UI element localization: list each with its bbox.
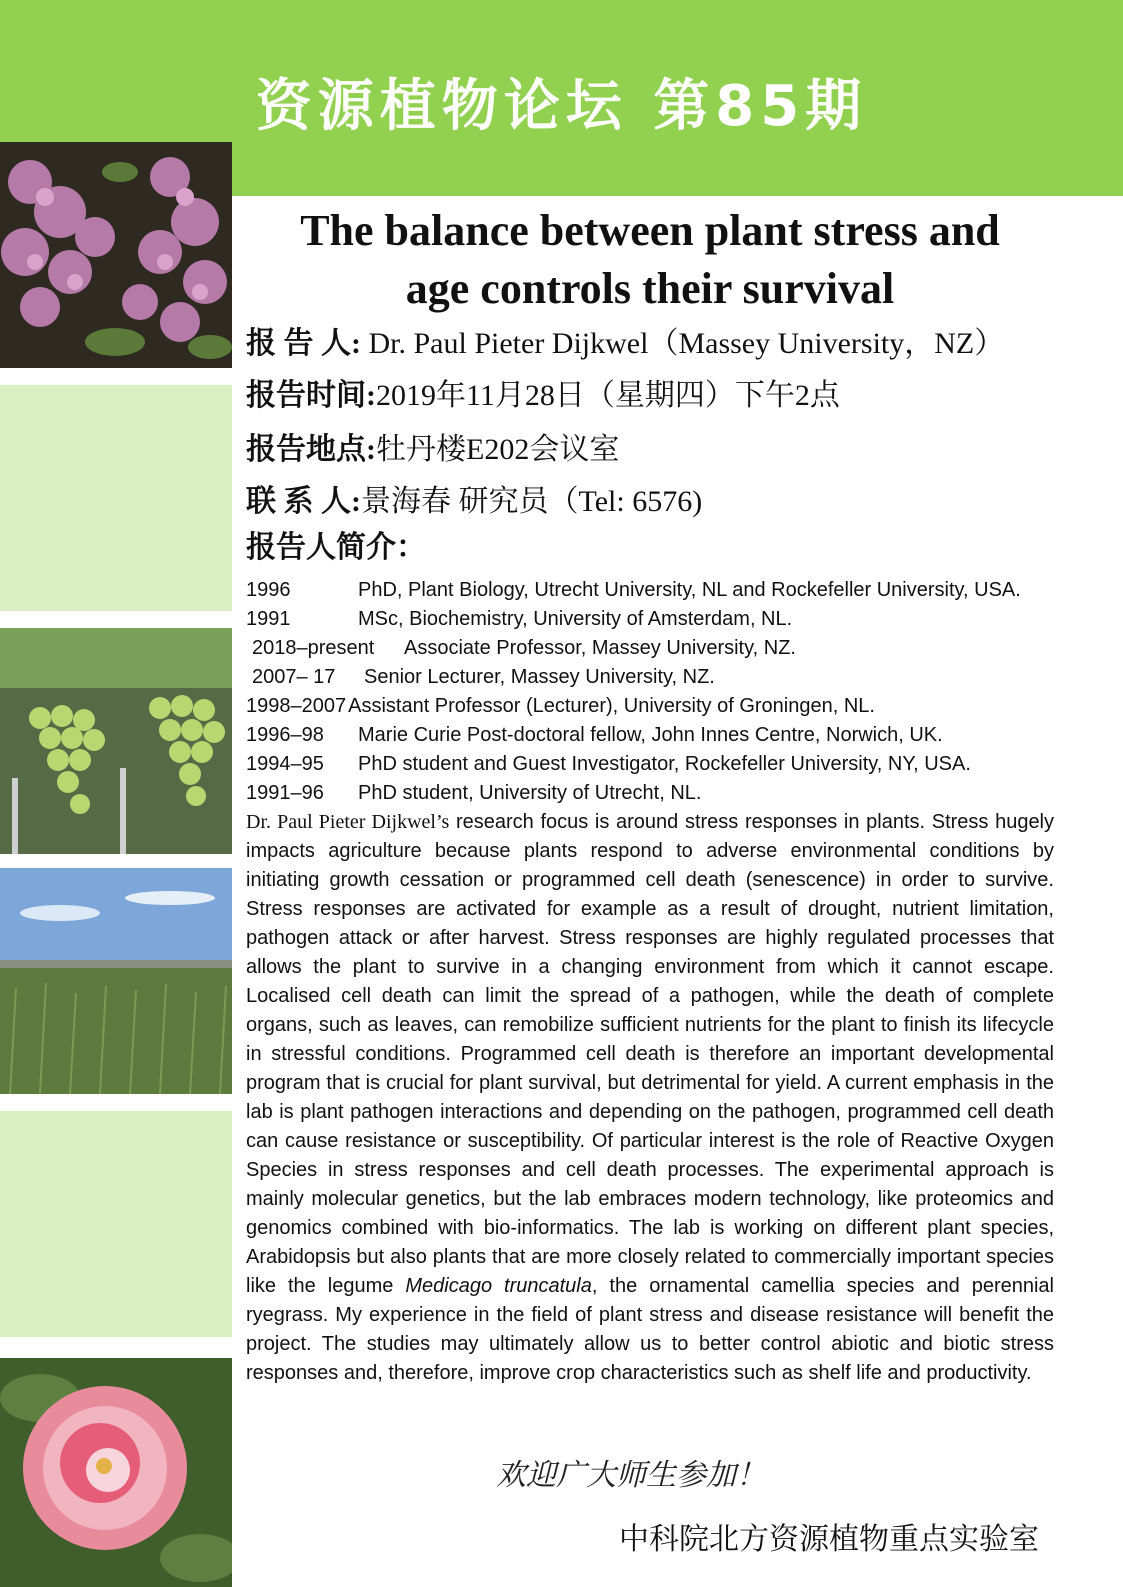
grassland-photo <box>0 868 232 1094</box>
bio-heading: 报告人简介： <box>246 531 426 564</box>
cv-text: Assistant Professor (Lecturer), University of Groningen, NL. <box>348 695 875 717</box>
bio-text-a: research focus is around stress responses in plants. Stress hugely impacts agriculture because plants respond to adverse environmental conditions by initiating growth cessation or programmed cell death (senescence) in order to survive. Stress responses are activated for example as a result of drought, nutrient limitation, pathogen attack or after harvest. Stress responses are highly regulated processes that allows the plant to survive in a changing environment from which it cannot escape. Localised cell death can limit the spread of a pathogen, while the death of complete organs, such as leaves, can remobilize sufficient nutrients for the plant to finish its lifecycle in stressful conditions. Programmed cell death is therefore an important developmental program that is crucial for plant survival, but detrimental for yield. A current emphasis in the lab is plant pathogen interactions and depending on the pathogen, programmed cell death can cause resistance or susceptibility. Of particular interest is the role of Reactive Oxygen Species in stress responses and cell death processes. The experimental approach is mainly molecular genetics, but the lab embraces modern technology, like proteomics and genomics combined with bio-informatics. The lab is working on different plant species, Arabidopsis but also plants that are more closely related to commercially important species like the legume <box>246 811 1055 1297</box>
place-row <box>246 432 1054 468</box>
cv-text: MSc, Biochemistry, University of Amsterdam, NL. <box>358 608 793 630</box>
peony-photo <box>0 1358 232 1587</box>
bio-text-b: , the ornamental camellia species and perennial ryegrass. My experience in the field of plant stress and disease resistance will benefit the project. The studies may ultimately allow us to better control abiotic and biotic stress responses and, therefore, improve crop characteristics such as shelf life and productivity. <box>246 1275 1054 1384</box>
bio-species: Medicago truncatula <box>405 1275 592 1297</box>
forum-title: 资源植物论坛 第85期 <box>255 74 868 139</box>
time-row <box>246 378 1054 414</box>
bio-paragraph <box>246 808 1054 1388</box>
cv-year: 2007– 17 <box>252 666 336 688</box>
time-label: 报告时间: <box>246 379 376 412</box>
welcome-text: 欢迎广大师生参加！ <box>496 1458 766 1493</box>
place-value: 牡丹楼E202会议室 <box>376 433 620 466</box>
cv-text: PhD student, University of Utrecht, NL. <box>358 782 702 804</box>
decor-block-bottom <box>0 1111 232 1337</box>
cv-item <box>246 634 1054 663</box>
grapes-photo <box>0 628 232 854</box>
speaker-label: 报 告 人: <box>246 327 361 360</box>
cv-text: Senior Lecturer, Massey University, NZ. <box>364 666 715 688</box>
cv-year: 1994–95 <box>246 753 324 775</box>
cv-item <box>246 779 1054 808</box>
cv-year: 1996–98 <box>246 724 324 746</box>
cv-text: PhD, Plant Biology, Utrecht University, NL and Rockefeller University, USA. <box>358 579 1021 601</box>
place-label: 报告地点: <box>246 433 376 466</box>
cv-item <box>246 721 1054 750</box>
cv-list <box>246 576 1054 808</box>
cv-item <box>246 692 1054 721</box>
cv-year: 1991–96 <box>246 782 324 804</box>
contact-row <box>246 484 1054 520</box>
talk-title-line1: The balance between plant stress and <box>300 206 1000 255</box>
cv-item <box>246 605 1054 634</box>
speaker-value: Dr. Paul Pieter Dijkwel（Massey University，NZ） <box>361 327 1005 360</box>
talk-title <box>246 202 1054 318</box>
cv-year: 1991 <box>246 608 291 630</box>
institute-name: 中科院北方资源植物重点实验室 <box>619 1522 1039 1557</box>
cv-item <box>246 750 1054 779</box>
cv-year: 1996 <box>246 579 291 601</box>
cv-year: 1998–2007 <box>246 695 347 717</box>
cv-item <box>246 576 1054 605</box>
cv-year: 2018–present <box>252 637 375 659</box>
contact-value: 景海春 研究员（Tel: 6576) <box>361 485 703 518</box>
contact-label: 联 系 人: <box>246 485 361 518</box>
speaker-row <box>246 326 1054 362</box>
decor-block-top <box>0 385 232 611</box>
lilac-photo <box>0 142 232 368</box>
cv-text: Associate Professor, Massey University, NZ. <box>404 637 796 659</box>
cv-item <box>246 663 1054 692</box>
bio-speaker-name: Dr. Paul Pieter Dijkwel’s <box>246 811 450 833</box>
cv-text: PhD student and Guest Investigator, Rockefeller University, NY, USA. <box>358 753 971 775</box>
cv-text: Marie Curie Post-doctoral fellow, John Innes Centre, Norwich, UK. <box>358 724 943 746</box>
talk-title-line2: age controls their survival <box>405 264 895 313</box>
time-value: 2019年11月28日（星期四）下午2点 <box>376 379 840 412</box>
